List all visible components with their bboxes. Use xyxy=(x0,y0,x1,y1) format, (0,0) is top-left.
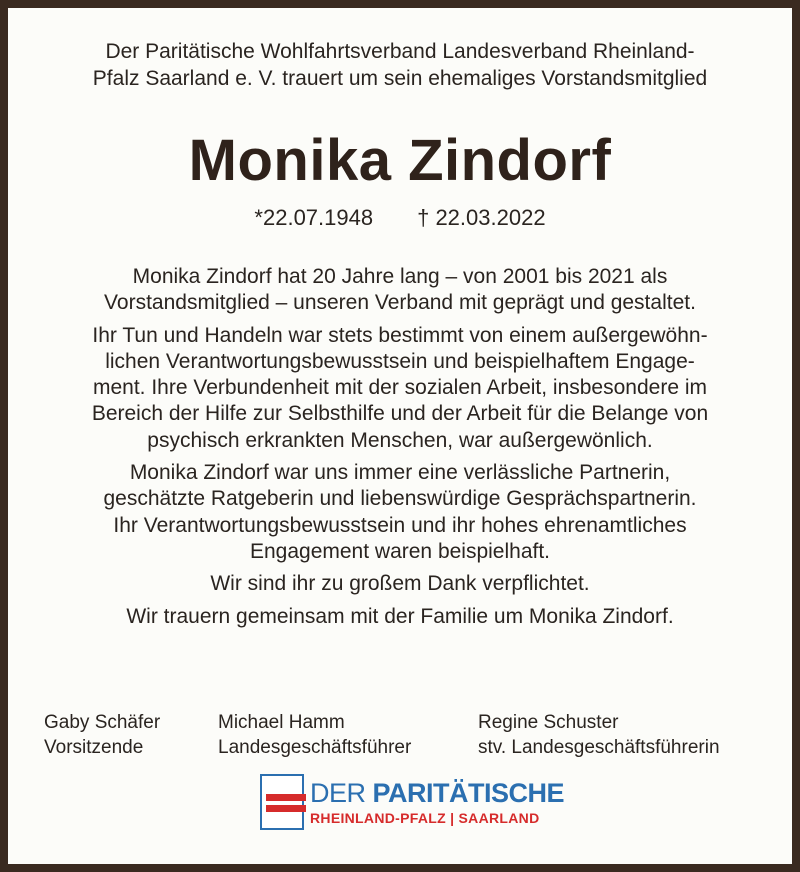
life-dates xyxy=(8,204,792,232)
signature-block xyxy=(478,710,720,760)
signatory-name: Regine Schuster xyxy=(478,712,619,733)
paragraph xyxy=(8,460,792,565)
birth-date: *22.07.1948 xyxy=(254,205,374,230)
intro-line: Pfalz Saarland e. V. trauert um sein ehemaliges Vorstandsmitglied xyxy=(92,67,708,90)
paragraph xyxy=(8,264,792,317)
paragraph xyxy=(8,571,792,597)
logo-mark-icon xyxy=(260,774,304,830)
text-line: Wir trauern gemeinsam mit der Familie um Monika Zindorf. xyxy=(126,604,674,628)
text-line: Ihr Verantwortungsbewusstsein und ihr hohes ehrenamtliches xyxy=(113,513,687,537)
logo-stripe xyxy=(266,805,306,812)
text-line: ment. Ihre Verbundenheit mit der sozialen Arbeit, insbesondere im xyxy=(92,376,707,400)
intro-line: Der Paritätische Wohlfahrtsverband Landesverband Rheinland- xyxy=(105,40,695,63)
obituary-body xyxy=(8,264,792,636)
text-line: Engagement waren beispielhaft. xyxy=(249,539,551,563)
logo-subline: RHEINLAND-PFALZ | SAARLAND xyxy=(310,810,540,826)
text-line: Monika Zindorf war uns immer eine verlässliche Partnerin, xyxy=(129,461,671,485)
signature-block xyxy=(44,710,160,760)
obituary-notice xyxy=(8,8,792,864)
text-line: Wir sind ihr zu großem Dank verpflichtet. xyxy=(210,572,590,596)
paragraph xyxy=(8,604,792,630)
signatory-role: stv. Landesgeschäftsführerin xyxy=(478,737,720,758)
signatory-name: Gaby Schäfer xyxy=(44,712,161,733)
death-date: † 22.03.2022 xyxy=(417,205,546,230)
text-line: lichen Verantwortungsbewusstsein und beispielhaftem Engage- xyxy=(105,349,695,373)
signatory-name: Michael Hamm xyxy=(218,712,345,733)
text-line: geschätzte Ratgeberin und liebenswürdige Gesprächspartnerin. xyxy=(103,487,697,511)
intro-text xyxy=(8,38,792,92)
paritaetische-logo xyxy=(260,774,565,834)
paragraph xyxy=(8,323,792,454)
deceased-name: Monika Zindorf xyxy=(188,128,612,193)
text-line: Bereich der Hilfe zur Selbsthilfe und der Arbeit für die Belange von xyxy=(91,402,709,426)
text-line: psychisch erkrankten Menschen, war außergewönlich. xyxy=(147,428,653,452)
signature-block xyxy=(218,710,411,760)
text-line: Monika Zindorf hat 20 Jahre lang – von 2001 bis 2021 als xyxy=(132,265,668,288)
logo-wordmark: DER PARITÄTISCHE xyxy=(310,778,565,808)
signatory-role: Vorsitzende xyxy=(44,737,144,758)
text-line: Vorstandsmitglied – unseren Verband mit geprägt und gestaltet. xyxy=(104,291,696,315)
logo-stripe xyxy=(266,794,306,801)
signatory-role: Landesgeschäftsführer xyxy=(218,737,412,758)
text-line: Ihr Tun und Handeln war stets bestimmt von einem außergewöhn- xyxy=(92,323,708,347)
